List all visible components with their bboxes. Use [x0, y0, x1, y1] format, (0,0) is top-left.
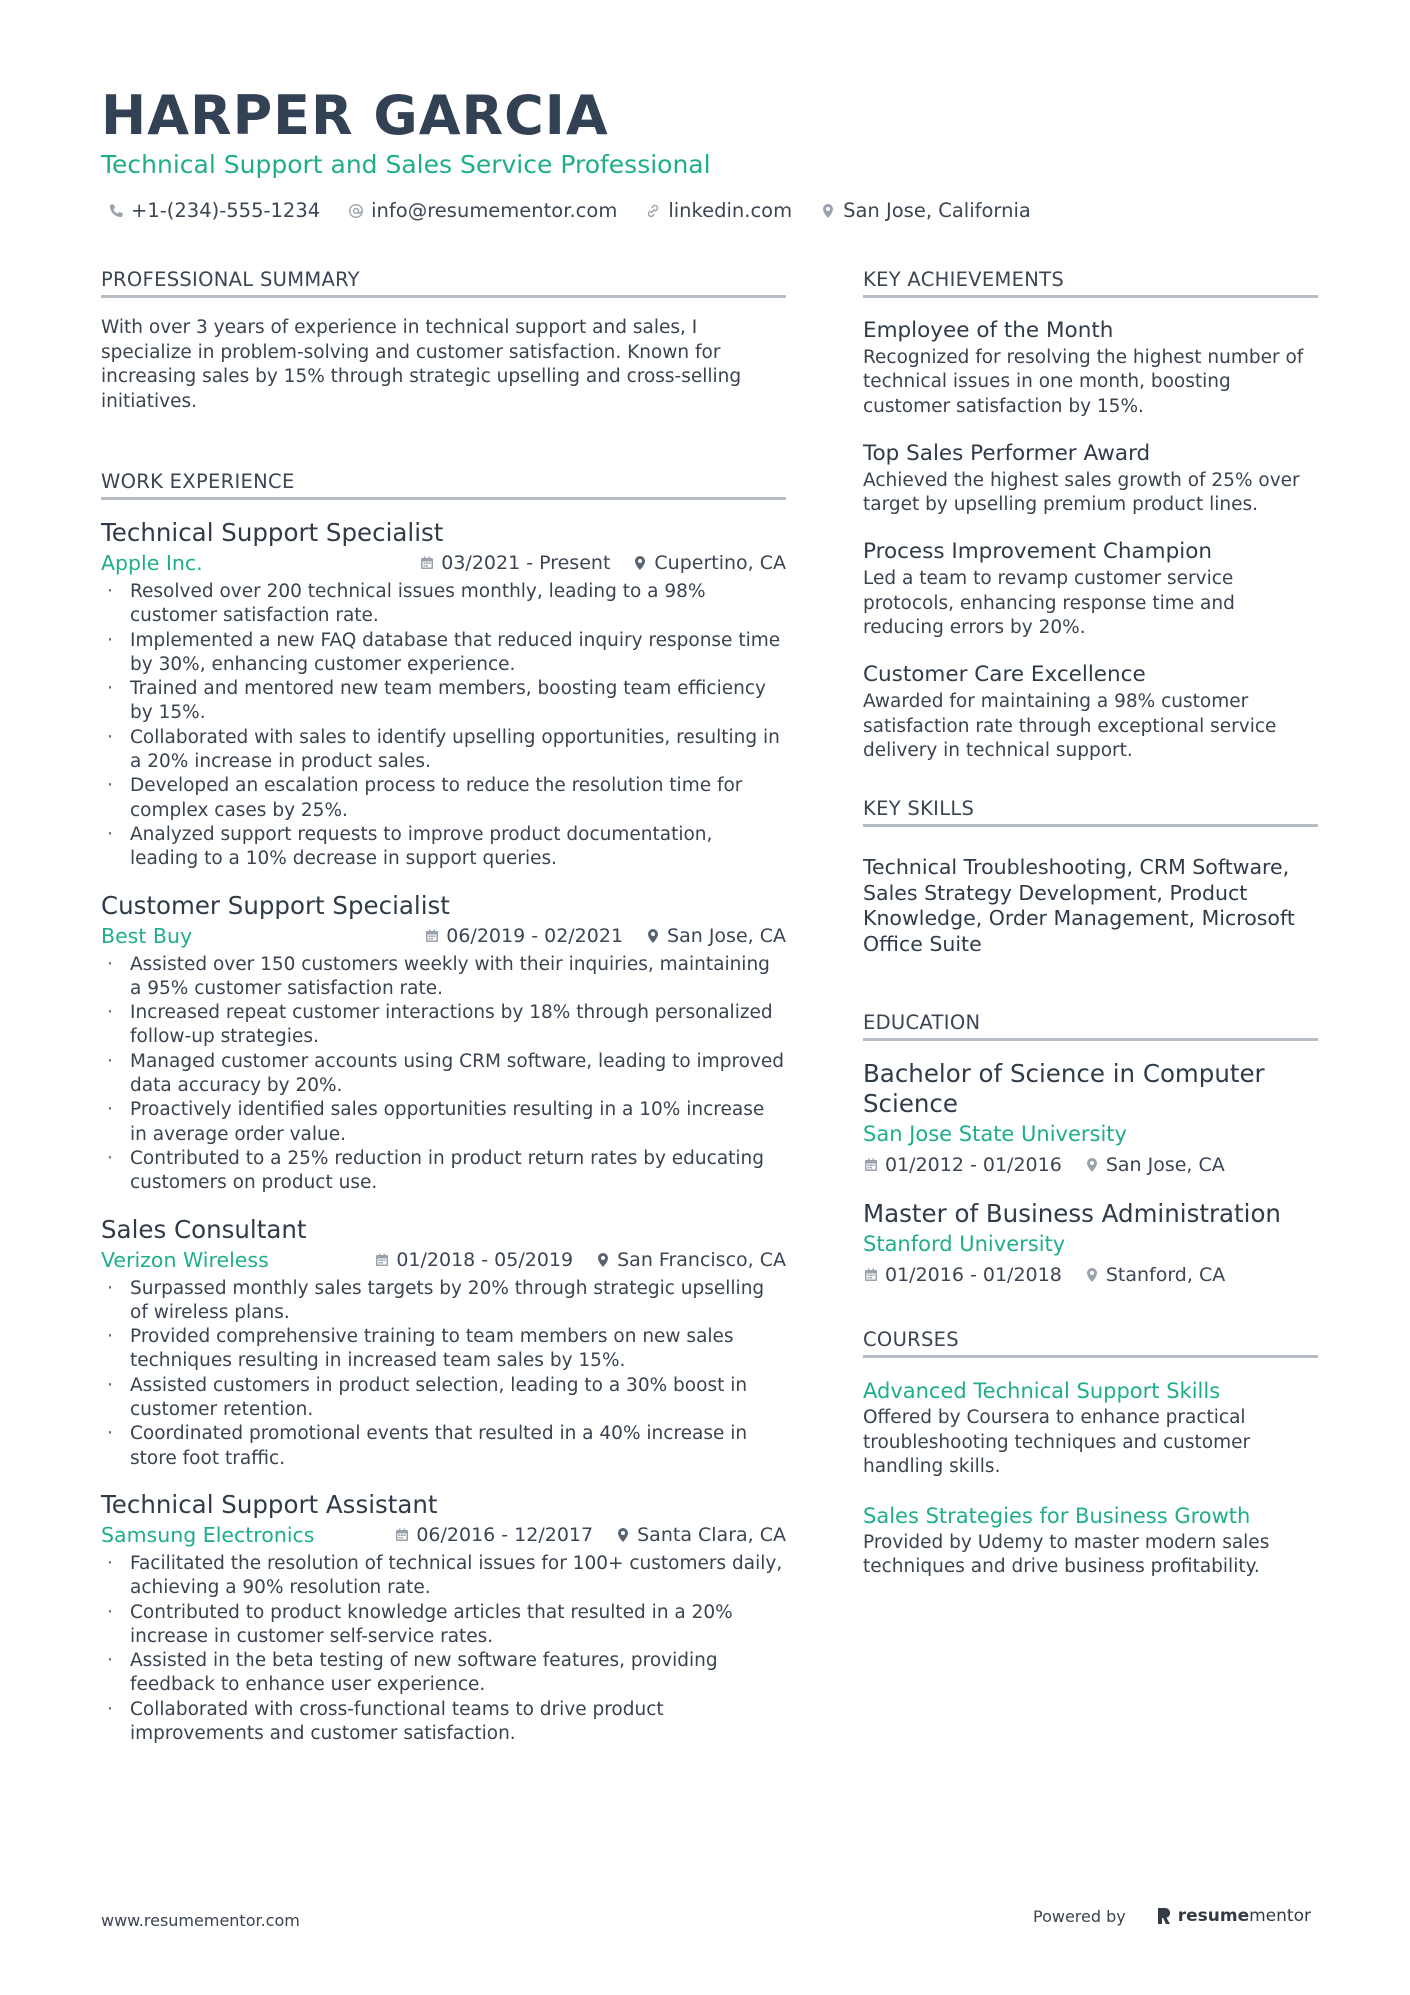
contact-linkedin[interactable]: [645, 199, 792, 222]
left-column: [101, 268, 786, 1765]
job-location: [632, 548, 786, 578]
achievement-title: Top Sales Performer Award: [863, 440, 1151, 466]
email-text: info@resumementor.com: [371, 199, 618, 222]
course-title: Sales Strategies for Business Growth: [863, 1504, 1251, 1529]
achievement-description: Achieved the highest sales growth of 25% over target by upselling premium product lines.: [863, 469, 1300, 516]
achievement-description: Recognized for resolving the highest number of technical issues in one month, boosting customer satisfaction by 15%.: [863, 347, 1304, 417]
job-location-text: Cupertino, CA: [654, 552, 786, 574]
education-meta: [863, 1150, 1318, 1180]
job-bullet: · Developed an escalation process to reduce the resolution time for complex cases by 25%.: [101, 774, 786, 823]
brand-mark-icon: [1156, 1906, 1172, 1926]
education-location-text: Stanford, CA: [1105, 1264, 1226, 1287]
school-name: San Jose State University: [863, 1122, 1127, 1147]
calendar-icon: [374, 1252, 390, 1268]
education-dates-text: 01/2016 - 01/2018: [885, 1264, 1062, 1287]
job-entry: [101, 518, 786, 872]
job-bullet: · Increased repeat customer interactions by 18% through personalized follow-up strategies.: [101, 1001, 786, 1050]
education-location: [1084, 1150, 1225, 1180]
location-pin-icon: [595, 1252, 611, 1268]
job-bullet: · Facilitated the resolution of technical issues for 100+ customers daily, achieving a 90% resolution rate.: [101, 1552, 786, 1601]
job-bullet: · Contributed to product knowledge articles that resulted in a 20% increase in customer self-service rates.: [101, 1601, 786, 1650]
job-bullet: · Provided comprehensive training to team members on new sales techniques resulting in increased team sales by 15%.: [101, 1325, 786, 1374]
company-name: Samsung Electronics: [101, 1522, 315, 1547]
job-subheader: [101, 1245, 786, 1275]
contact-phone: [108, 199, 320, 222]
brand-name-light: mentor: [1249, 1906, 1311, 1926]
section-title-achievements: KEY ACHIEVEMENTS: [863, 268, 1318, 298]
education-dates: [863, 1260, 1062, 1290]
job-bullet: · Assisted customers in product selection, leading to a 30% boost in customer retention.: [101, 1374, 786, 1423]
section-title-education: EDUCATION: [863, 1011, 1318, 1041]
school-name: Stanford University: [863, 1232, 1066, 1257]
candidate-name: HARPER GARCIA: [101, 84, 609, 147]
job-bullets: [101, 1277, 786, 1471]
course-item: [863, 1376, 1318, 1479]
job-dates: [424, 921, 623, 951]
job-title: Customer Support Specialist: [101, 890, 450, 920]
job-location-text: San Francisco, CA: [617, 1248, 786, 1271]
link-icon: [645, 203, 661, 219]
course-list: [863, 1376, 1318, 1579]
job-dates-text: 06/2019 - 02/2021: [446, 924, 624, 947]
company-name: Best Buy: [101, 923, 193, 948]
achievement-item: [863, 316, 1318, 419]
location-pin-icon: [820, 203, 836, 219]
job-dates: [394, 1520, 593, 1550]
achievement-title: Process Improvement Champion: [863, 539, 1213, 565]
course-description: Offered by Coursera to enhance practical troubleshooting techniques and customer handling skills.: [863, 1407, 1251, 1477]
job-bullet: · Proactively identified sales opportunities resulting in a 10% increase in average order value.: [101, 1098, 786, 1147]
education-meta: [863, 1260, 1318, 1290]
brand-name-bold: resume: [1177, 1906, 1250, 1926]
job-location-text: Santa Clara, CA: [637, 1523, 786, 1546]
section-title-courses: COURSES: [863, 1328, 1318, 1358]
achievement-title: Customer Care Excellence: [863, 662, 1146, 688]
job-dates: [374, 1245, 573, 1275]
contact-email[interactable]: [348, 199, 617, 222]
section-title-summary: PROFESSIONAL SUMMARY: [101, 268, 786, 298]
location-pin-icon: [615, 1527, 631, 1543]
location-pin-icon: [632, 555, 648, 571]
job-bullets: [101, 953, 786, 1196]
achievement-item: [863, 439, 1318, 518]
calendar-icon: [419, 555, 435, 571]
job-dates-text: 01/2018 - 05/2019: [396, 1248, 574, 1271]
education-dates-text: 01/2012 - 01/2016: [885, 1154, 1062, 1177]
achievement-description: Led a team to revamp customer service protocols, enhancing response time and reducing errors by 20%.: [863, 568, 1235, 639]
at-icon: [348, 203, 364, 219]
linkedin-text: linkedin.com: [668, 199, 793, 222]
section-title-skills: KEY SKILLS: [863, 797, 1318, 827]
job-bullet: · Managed customer accounts using CRM software, leading to improved data accuracy by 20%.: [101, 1050, 786, 1099]
job-location: [615, 1520, 786, 1550]
job-bullet: · Collaborated with sales to identify upselling opportunities, resulting in a 20% increase in product sales.: [101, 726, 786, 775]
powered-by-text: Powered by: [1033, 1906, 1126, 1926]
job-bullet: · Contributed to a 25% reduction in product return rates by educating customers on product use.: [101, 1147, 786, 1196]
job-entry: [101, 1490, 786, 1746]
contact-row: [108, 199, 1031, 222]
achievement-item: [863, 537, 1318, 640]
company-name: Apple Inc.: [101, 551, 203, 575]
education-item: [863, 1199, 1318, 1290]
course-title: Advanced Technical Support Skills: [863, 1379, 1221, 1404]
calendar-icon: [424, 928, 440, 944]
job-entry: [101, 891, 786, 1196]
contact-location: [820, 199, 1031, 222]
job-dates-text: 06/2016 - 12/2017: [416, 1523, 594, 1546]
job-bullets: [101, 1552, 786, 1746]
phone-icon: [108, 203, 124, 219]
job-bullet: · Analyzed support requests to improve product documentation, leading to a 10% decrease in support queries.: [101, 823, 786, 872]
achievement-list: [863, 316, 1318, 763]
education-item: [863, 1059, 1318, 1180]
job-title: Technical Support Assistant: [101, 1489, 438, 1519]
calendar-icon: [394, 1527, 410, 1543]
brand-logo[interactable]: [1156, 1906, 1311, 1926]
location-pin-icon: [1084, 1157, 1100, 1173]
job-bullet: · Surpassed monthly sales targets by 20% through strategic upselling of wireless plans.: [101, 1277, 786, 1326]
education-location-text: San Jose, CA: [1105, 1154, 1225, 1177]
job-subheader: [101, 921, 786, 951]
job-bullet: · Resolved over 200 technical issues monthly, leading to a 98% customer satisfaction rate.: [101, 580, 786, 629]
job-title: Technical Support Specialist: [101, 518, 444, 547]
education-dates: [863, 1150, 1062, 1180]
job-bullet: · Coordinated promotional events that resulted in a 40% increase in store foot traffic.: [101, 1422, 786, 1471]
job-dates-text: 03/2021 - Present: [441, 552, 611, 574]
job-list: [101, 518, 786, 1746]
job-subheader: [101, 548, 786, 578]
job-bullet: · Implemented a new FAQ database that reduced inquiry response time by 30%, enhancing customer experience.: [101, 629, 786, 678]
education-list: [863, 1059, 1318, 1290]
job-title: Sales Consultant: [101, 1214, 307, 1244]
course-description: Provided by Udemy to master modern sales techniques and drive business profitability.: [863, 1532, 1270, 1578]
job-location: [645, 921, 786, 951]
summary-text: With over 3 years of experience in technical support and sales, I specialize in problem-solving and customer satisfaction. Known for increasing sales by 15% through strategic upselling and cross-selling initiatives.: [101, 317, 742, 412]
calendar-icon: [863, 1267, 879, 1283]
footer-website[interactable]: www.resumementor.com: [101, 1911, 300, 1930]
section-title-experience: WORK EXPERIENCE: [101, 470, 786, 500]
job-dates: [419, 548, 610, 578]
location-text: San Jose, California: [843, 199, 1031, 222]
right-column: [863, 268, 1318, 1602]
skills-text: Technical Troubleshooting, CRM Software, Sales Strategy Development, Product Knowledge, Order Management, Microsoft Office Suite: [863, 855, 1295, 956]
job-location: [595, 1245, 786, 1275]
phone-text: +1-(234)-555-1234: [131, 199, 321, 222]
course-item: [863, 1501, 1318, 1580]
location-pin-icon: [645, 928, 661, 944]
education-location: [1084, 1260, 1225, 1290]
job-location-text: San Jose, CA: [667, 924, 786, 947]
job-entry: [101, 1215, 786, 1471]
calendar-icon: [863, 1157, 879, 1173]
achievement-description: Awarded for maintaining a 98% customer satisfaction rate through exceptional service delivery in technical support.: [863, 691, 1277, 761]
achievement-item: [863, 660, 1318, 763]
job-bullet: · Trained and mentored new team members, boosting team efficiency by 15%.: [101, 677, 786, 726]
degree-title: Bachelor of Science in Computer Science: [863, 1059, 1265, 1119]
job-bullet: · Assisted over 150 customers weekly with their inquiries, maintaining a 95% customer satisfaction rate.: [101, 953, 786, 1002]
job-bullet: · Assisted in the beta testing of new software features, providing feedback to enhance user experience.: [101, 1649, 786, 1698]
candidate-title: Technical Support and Sales Service Professional: [101, 150, 711, 179]
footer-branding: [1033, 1906, 1311, 1926]
company-name: Verizon Wireless: [101, 1247, 269, 1272]
location-pin-icon: [1084, 1267, 1100, 1283]
degree-title: Master of Business Administration: [863, 1199, 1281, 1229]
achievement-title: Employee of the Month: [863, 318, 1114, 343]
job-subheader: [101, 1520, 786, 1550]
job-bullet: · Collaborated with cross-functional teams to drive product improvements and customer satisfaction.: [101, 1698, 786, 1747]
job-bullets: [101, 580, 786, 872]
